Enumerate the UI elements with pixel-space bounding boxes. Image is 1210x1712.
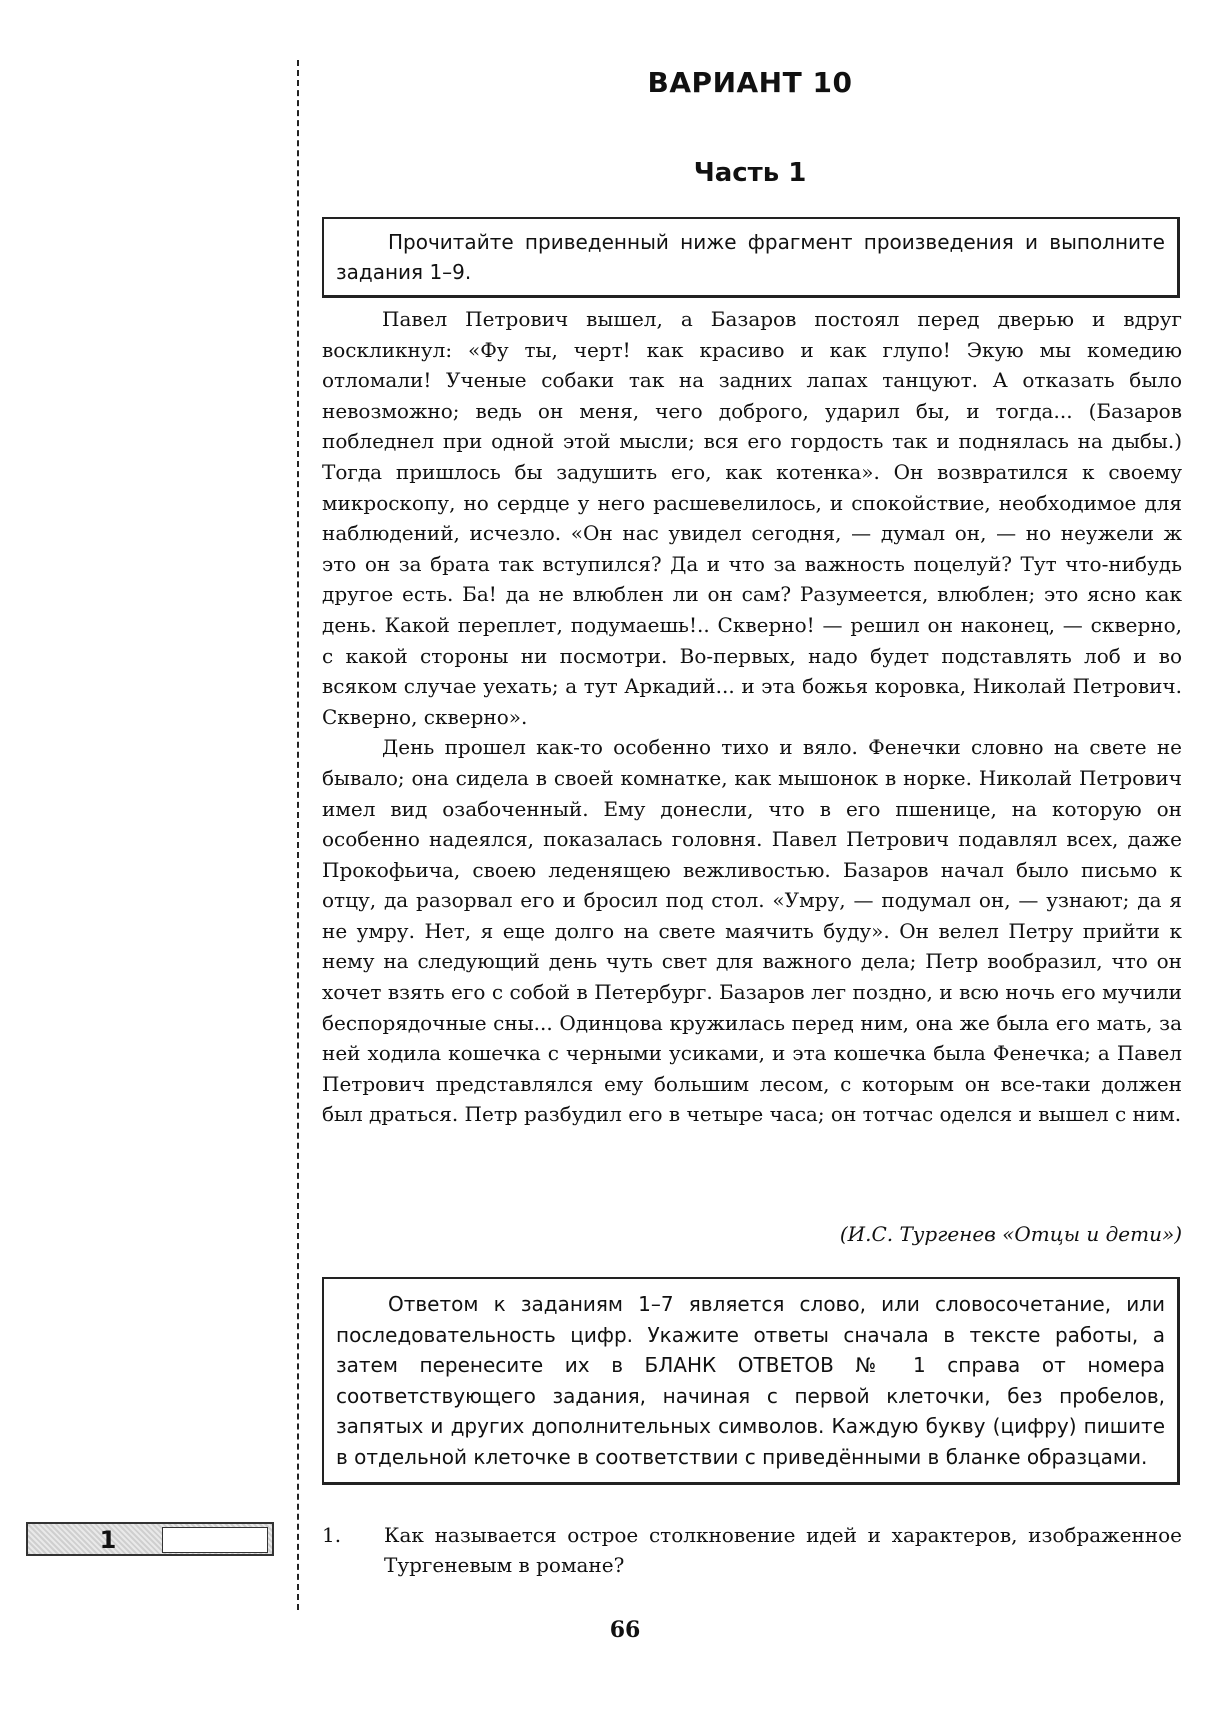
question-number: 1. — [322, 1523, 342, 1547]
instruction-box-top — [322, 217, 1180, 298]
passage-paragraph: День прошел как-то особенно тихо и вяло. Фенечки словно на свете не бывало; она сидела в своей комнатке, как мышонок в норке. Николай Петрович имел вид озабоченный. Ему донесли, что в его пшенице, на которую он особенно надеялся, показалась головня. Павел Петрович подавлял всех, даже Прокофьича, своею леденящею вежливостью. Базаров начал было письмо к отцу, да разорвал его и бросил под стол. «Умру, — подумал он, — узнают; да я не умру. Нет, я еще долго на свете маячить буду». Он велел Петру прийти к нему на следующий день чуть свет для важного дела; Петр вообразил, что он хочет взять его с собой в Петербург. Базаров лег поздно, и всю ночь его мучили беспорядочные сны... Одинцова кружилась перед ним, она же была его мать, за ней ходила кошечка с черными усиками, и эта кошечка была Фенечка; а Павел Петрович представлялся ему большим лесом, с которым он все-таки должен был драться. Петр разбудил его в четыре часа; он тотчас оделся и вышел с ним. — [322, 735, 1182, 1127]
passage-paragraph: Павел Петрович вышел, а Базаров постоял перед дверью и вдруг воскликнул: «Фу ты, черт! как красиво и как глупо! Экую мы комедию отломали! Ученые собаки так на задних лапах танцуют. А отказать было невозможно; ведь он меня, чего доброго, ударил бы, и тогда... (Базаров побледнел при одной этой мысли; вся его гордость так и поднялась на дыбы.) Тогда пришлось бы задушить его, как котенка». Он возвратился к своему микроскопу, но сердце у него расшевелилось, и спокойствие, необходимое для наблюдений, исчезло. «Он нас увидел сегодня, — думал он, — но неужели ж это он за брата так вступился? Да и что за важность поцелуй? Тут что-нибудь другое есть. Ба! да не влюблен ли он сам? Разумеется, влюблен; это ясно как день. Какой переплет, подумаешь!.. Скверно! — решил он наконец, — скверно, с какой стороны ни посмотри. Во-первых, надо будет подставлять лоб и во всяком случае уехать; а тут Аркадий... и эта божья коровка, Николай Петрович. Скверно, скверно». — [322, 307, 1182, 729]
answer-field[interactable] — [162, 1527, 268, 1553]
answer-cell-1 — [26, 1522, 274, 1556]
cut-line — [297, 60, 299, 1610]
page-number: 66 — [609, 1617, 641, 1643]
part-title: Часть 1 — [693, 158, 807, 188]
answer-instruction-text: Ответом к заданиям 1–7 является слово, или словосочетание, или последовательность цифр. Укажите ответы сначала в тексте работы, а затем перенесите их в БЛАНК ОТВЕТОВ № 1 справа от номера соответствующего задания, начиная с первой клеточки, без пробелов, запятых и других дополнительных символов. Каждую букву (цифру) пишите в отдельной клеточке в соответствии с приведёнными в бланке образцами. — [336, 1292, 1165, 1469]
instruction-text: Прочитайте приведенный ниже фрагмент произведения и выполните задания 1–9. — [336, 230, 1165, 284]
instruction-box-answers — [322, 1277, 1180, 1485]
literary-passage — [322, 304, 1182, 1130]
variant-title: ВАРИАНТ 10 — [647, 66, 853, 99]
question-text: Как называется острое столкновение идей и характеров, изображенное Тургеневым в романе? — [384, 1523, 1182, 1577]
question-1 — [322, 1520, 1182, 1580]
passage-source: (И.С. Тургенев «Отцы и дети») — [839, 1222, 1182, 1246]
answer-cell-number: 1 — [99, 1526, 117, 1554]
